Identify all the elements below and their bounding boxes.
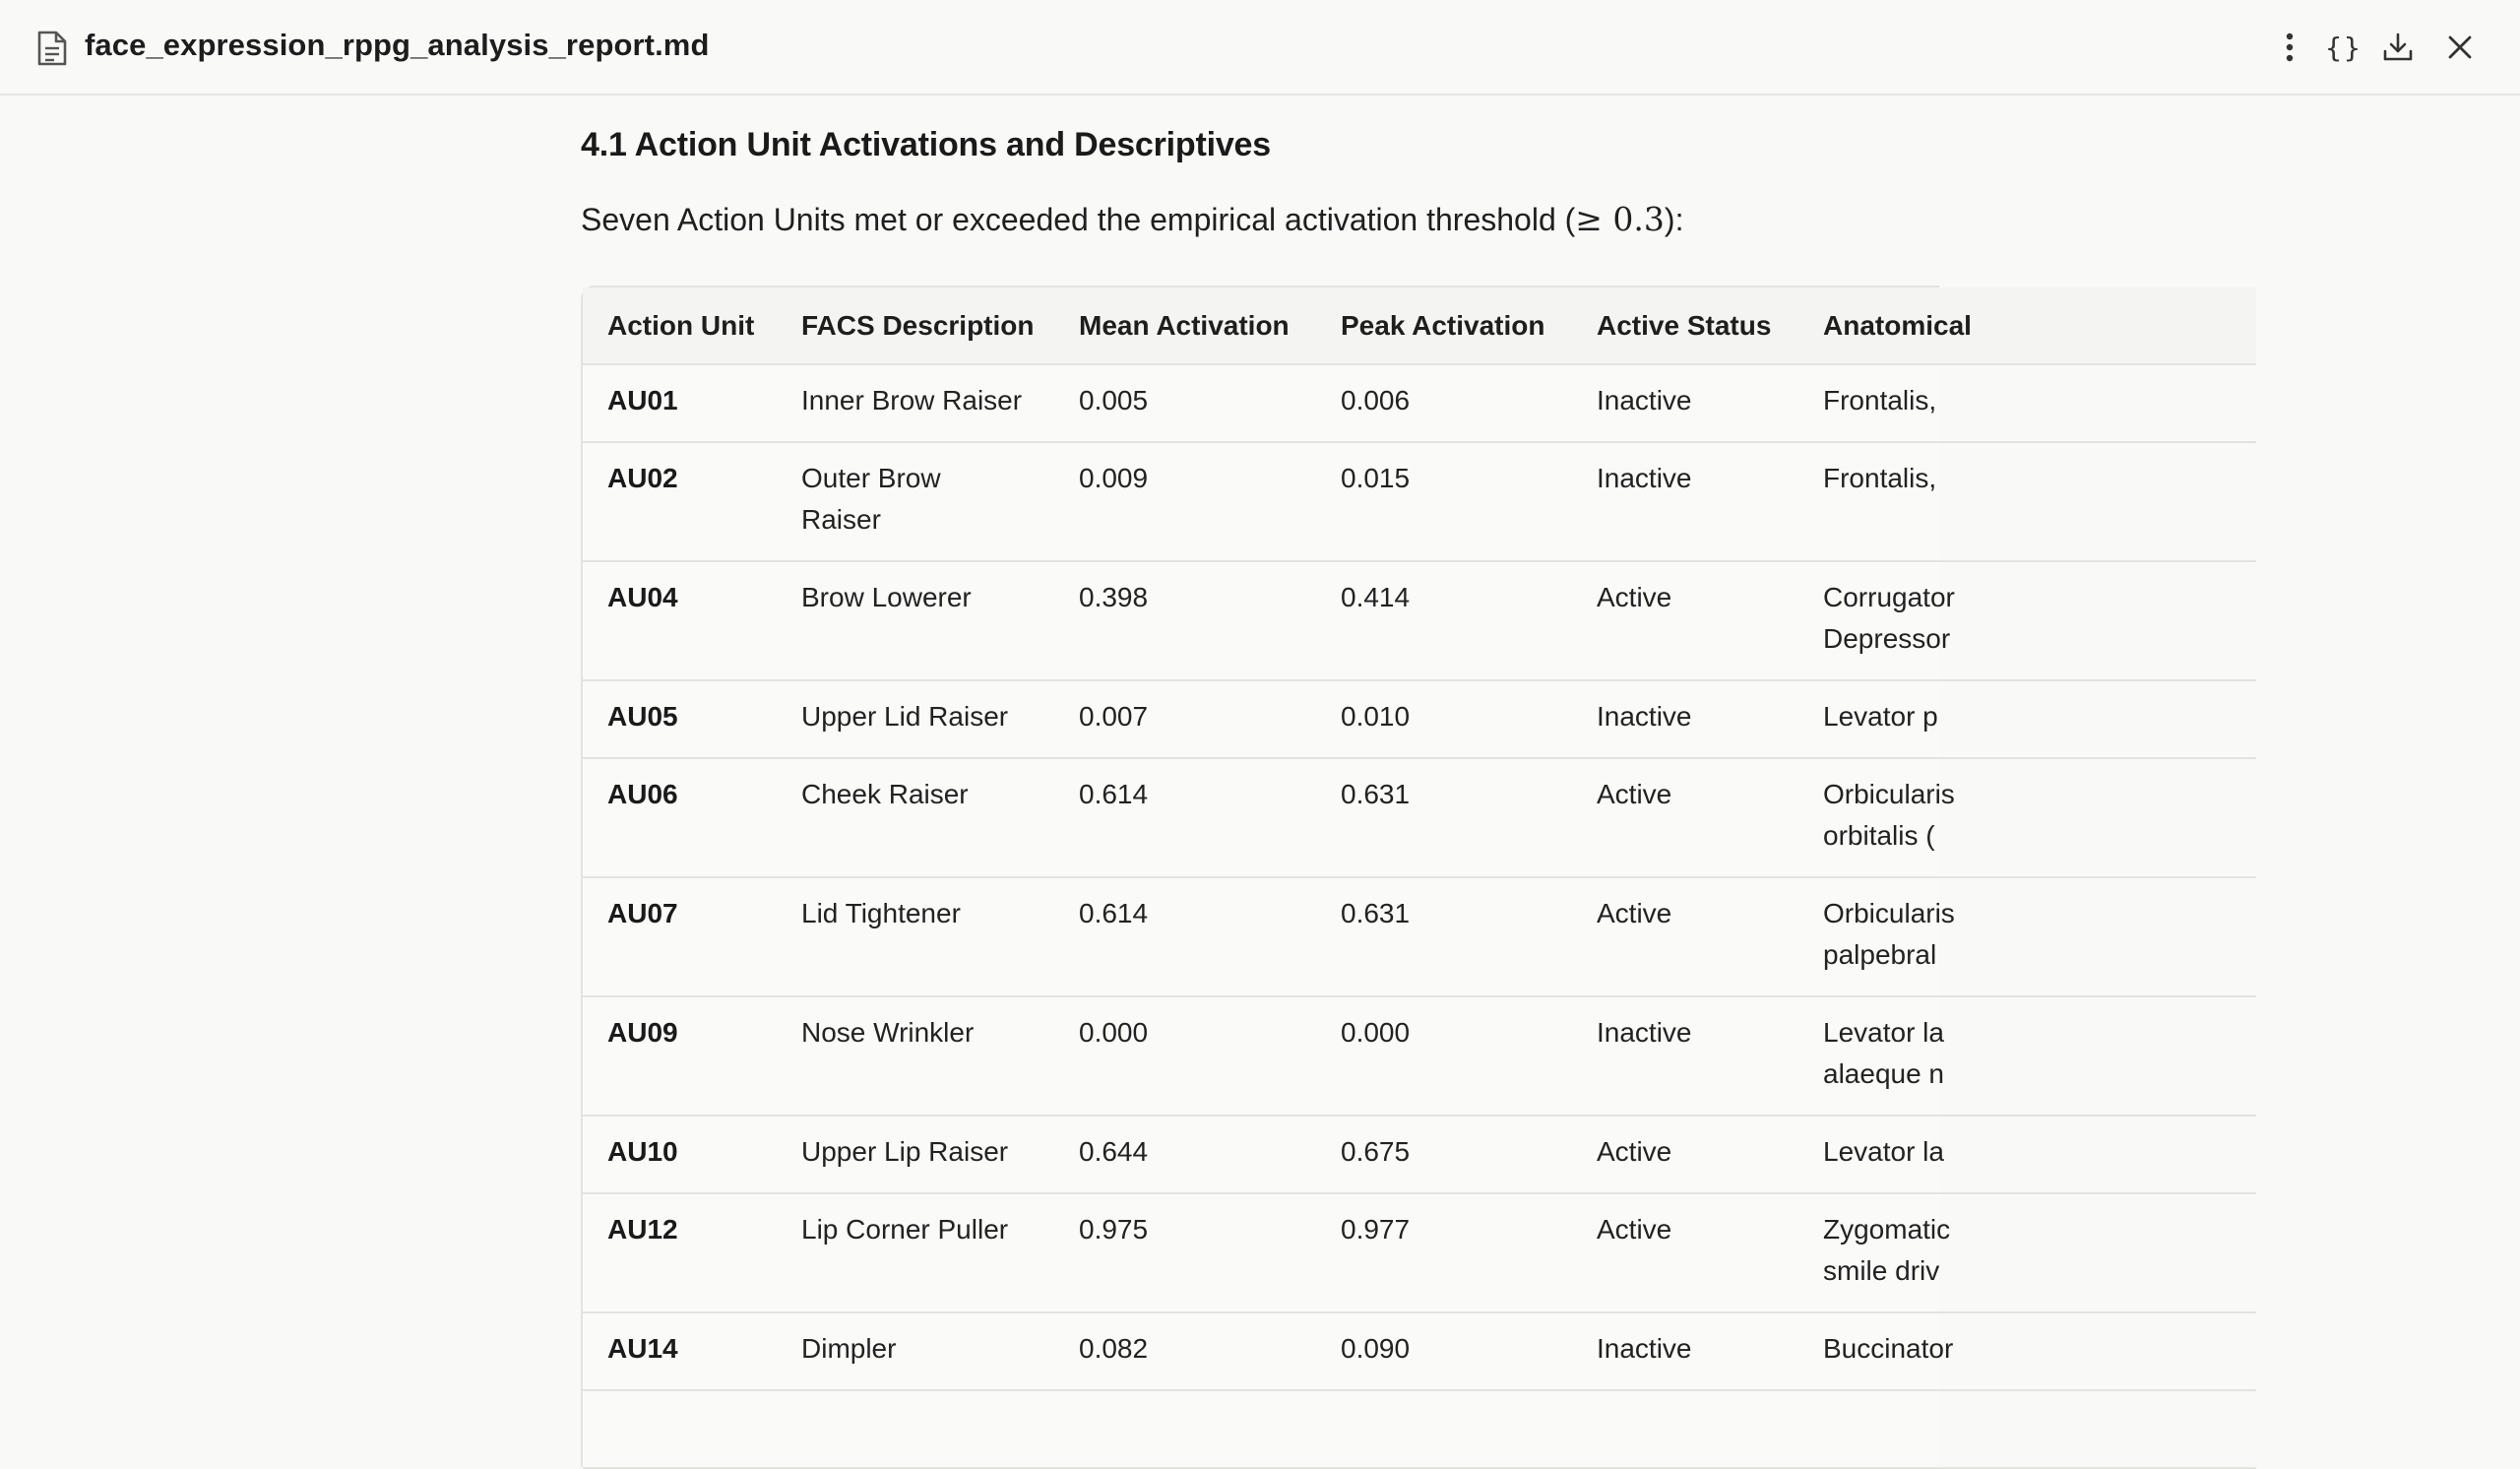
file-name: face_expression_rppg_analysis_report.md — [85, 28, 710, 62]
action-unit-cell: AU04 — [583, 561, 777, 680]
column-header: Mean Activation — [1054, 287, 1316, 364]
close-button[interactable] — [2436, 24, 2484, 71]
active-status-cell: Active — [1572, 561, 1798, 680]
column-header: FACS Description — [777, 287, 1054, 364]
facs-description-cell-line: Raiser — [801, 504, 881, 535]
anatomical-cell-line: Zygomatic — [1823, 1214, 1951, 1245]
intro-text: Seven Action Units met or exceeded the empirical activation threshold ( — [581, 202, 1576, 237]
facs-description-cell — [777, 1193, 1054, 1312]
facs-description-cell-line: Brow Lowerer — [801, 582, 972, 612]
mean-activation-cell: 0.614 — [1054, 877, 1316, 996]
peak-activation-cell: 0.631 — [1316, 758, 1572, 877]
action-unit-cell: AU06 — [583, 758, 777, 877]
action-unit-table-container[interactable] — [581, 286, 1972, 1467]
action-unit-cell: AU14 — [583, 1312, 777, 1390]
peak-activation-cell: 0.010 — [1316, 680, 1572, 758]
anatomical-cell-line: Frontalis, — [1823, 385, 1937, 415]
mean-activation-cell: 0.009 — [1054, 442, 1316, 561]
active-status-cell — [1572, 1390, 1798, 1468]
more-vertical-icon — [2285, 32, 2295, 62]
peak-activation-cell — [1316, 1390, 1572, 1468]
anatomical-cell-line: Buccinator — [1823, 1333, 1954, 1364]
column-header: Active Status — [1572, 287, 1798, 364]
intro-paragraph — [581, 200, 1683, 238]
table-row — [583, 680, 2256, 758]
facs-description-cell — [777, 442, 1054, 561]
anatomical-cell-line: Levator la — [1823, 1136, 1944, 1167]
mean-activation-cell: 0.398 — [1054, 561, 1316, 680]
facs-description-cell-line: Outer Brow — [801, 463, 941, 493]
download-button[interactable] — [2374, 24, 2422, 71]
active-status-cell: Inactive — [1572, 996, 1798, 1116]
anatomical-cell-line: Levator p — [1823, 701, 1938, 732]
facs-description-cell-line: Inner Brow Raiser — [801, 385, 1023, 415]
anatomical-cell — [1798, 1312, 2256, 1390]
anatomical-cell — [1798, 680, 2256, 758]
active-status-cell: Active — [1572, 1116, 1798, 1193]
anatomical-cell-line: orbitalis ( — [1823, 820, 1935, 851]
table-row — [583, 758, 2256, 877]
facs-description-cell-line: Upper Lid Raiser — [801, 701, 1009, 732]
action-unit-cell: AU07 — [583, 877, 777, 996]
table-row — [583, 1312, 2256, 1390]
document-content — [581, 96, 1972, 1418]
action-unit-cell: AU02 — [583, 442, 777, 561]
facs-description-cell — [777, 996, 1054, 1116]
mean-activation-cell: 0.644 — [1054, 1116, 1316, 1193]
action-unit-cell: AU01 — [583, 364, 777, 442]
facs-description-cell-line: Dimpler — [801, 1333, 897, 1364]
facs-description-cell — [777, 561, 1054, 680]
table-row — [583, 1193, 2256, 1312]
facs-description-cell — [777, 1312, 1054, 1390]
intro-text-end: ): — [1664, 202, 1684, 237]
action-unit-cell: AU10 — [583, 1116, 777, 1193]
peak-activation-cell: 0.631 — [1316, 877, 1572, 996]
section-heading: 4.1 Action Unit Activations and Descriptives — [581, 126, 1271, 163]
anatomical-cell — [1798, 877, 2256, 996]
mean-activation-cell: 0.005 — [1054, 364, 1316, 442]
mean-activation-cell: 0.614 — [1054, 758, 1316, 877]
active-status-cell: Active — [1572, 1193, 1798, 1312]
peak-activation-cell: 0.015 — [1316, 442, 1572, 561]
anatomical-cell — [1798, 758, 2256, 877]
mean-activation-cell: 0.082 — [1054, 1312, 1316, 1390]
anatomical-cell — [1798, 1116, 2256, 1193]
anatomical-cell — [1798, 1390, 2256, 1468]
active-status-cell: Inactive — [1572, 442, 1798, 561]
table-row — [583, 1390, 2256, 1468]
mean-activation-cell: 0.000 — [1054, 996, 1316, 1116]
threshold-math: ≥ 0.3 — [1575, 200, 1665, 238]
title-bar — [0, 0, 2520, 96]
facs-description-cell-line: Cheek Raiser — [801, 779, 969, 809]
mean-activation-cell: 0.007 — [1054, 680, 1316, 758]
active-status-cell: Active — [1572, 877, 1798, 996]
table-header-row — [583, 287, 2256, 364]
peak-activation-cell: 0.006 — [1316, 364, 1572, 442]
download-icon — [2382, 32, 2414, 63]
facs-description-cell — [777, 680, 1054, 758]
anatomical-cell — [1798, 561, 2256, 680]
table-row — [583, 877, 2256, 996]
facs-description-cell — [777, 758, 1054, 877]
column-header: Action Unit — [583, 287, 777, 364]
anatomical-cell-line: alaeque n — [1823, 1058, 1945, 1089]
action-unit-cell: AU12 — [583, 1193, 777, 1312]
facs-description-cell-line: Lip Corner Puller — [801, 1214, 1009, 1245]
more-options-button[interactable] — [2266, 24, 2313, 71]
facs-description-cell — [777, 877, 1054, 996]
facs-description-cell-line: Upper Lip Raiser — [801, 1136, 1009, 1167]
peak-activation-cell: 0.414 — [1316, 561, 1572, 680]
table-row — [583, 561, 2256, 680]
close-icon — [2447, 34, 2473, 60]
peak-activation-cell: 0.977 — [1316, 1193, 1572, 1312]
table-row — [583, 996, 2256, 1116]
anatomical-cell — [1798, 442, 2256, 561]
anatomical-cell — [1798, 996, 2256, 1116]
anatomical-cell-line: Depressor — [1823, 623, 1951, 654]
facs-description-cell — [777, 1116, 1054, 1193]
peak-activation-cell: 0.090 — [1316, 1312, 1572, 1390]
facs-description-cell-line: Lid Tightener — [801, 898, 961, 928]
table-row — [583, 1116, 2256, 1193]
active-status-cell: Inactive — [1572, 364, 1798, 442]
active-status-cell: Inactive — [1572, 680, 1798, 758]
anatomical-cell — [1798, 1193, 2256, 1312]
facs-description-cell-line: Nose Wrinkler — [801, 1017, 975, 1048]
anatomical-cell-line: palpebral — [1823, 939, 1937, 970]
column-header: Anatomical — [1798, 287, 2256, 364]
anatomical-cell-line: Orbicularis — [1823, 779, 1955, 809]
anatomical-cell — [1798, 364, 2256, 442]
anatomical-cell-line: Frontalis, — [1823, 463, 1937, 493]
document-icon — [35, 30, 69, 67]
peak-activation-cell: 0.675 — [1316, 1116, 1572, 1193]
table-row — [583, 442, 2256, 561]
action-unit-cell: AU05 — [583, 680, 777, 758]
anatomical-cell-line: Corrugator — [1823, 582, 1955, 612]
mean-activation-cell — [1054, 1390, 1316, 1468]
facs-description-cell — [777, 1390, 1054, 1468]
anatomical-cell-line: smile driv — [1823, 1255, 1940, 1286]
active-status-cell: Inactive — [1572, 1312, 1798, 1390]
anatomical-cell-line: Levator la — [1823, 1017, 1944, 1048]
peak-activation-cell: 0.000 — [1316, 996, 1572, 1116]
active-status-cell: Active — [1572, 758, 1798, 877]
braces-icon: {} — [2325, 31, 2362, 64]
facs-description-cell — [777, 364, 1054, 442]
action-unit-table — [583, 287, 2256, 1469]
mean-activation-cell: 0.975 — [1054, 1193, 1316, 1312]
view-source-button[interactable] — [2320, 24, 2367, 71]
anatomical-cell-line: Orbicularis — [1823, 898, 1955, 928]
action-unit-cell: AU09 — [583, 996, 777, 1116]
column-header: Peak Activation — [1316, 287, 1572, 364]
table-row — [583, 364, 2256, 442]
action-unit-cell — [583, 1390, 777, 1468]
